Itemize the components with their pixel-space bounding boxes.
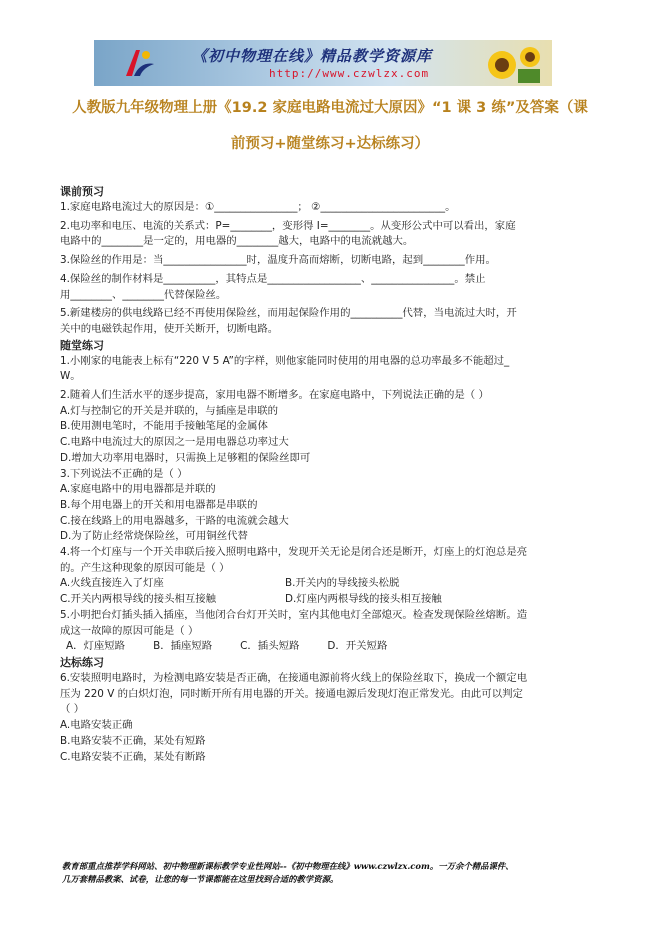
site-logo-icon	[122, 46, 156, 80]
class-line: D.增加大功率用电器时，只需换上足够粗的保险丝即可	[60, 451, 311, 464]
preview-line: 5.新建楼房的供电线路已经不再使用保险丝，而用起保险作用的__________代替，当电流过大时，开	[60, 307, 517, 320]
section-heading-class-practice: 随堂练习	[60, 338, 104, 352]
q4-options-row	[60, 592, 600, 608]
q5-option: C．插头短路	[240, 640, 300, 653]
banner-url[interactable]: http://www.czwlzx.com	[269, 67, 430, 80]
standard-line: C.电路安装不正确，某处有断路	[60, 750, 206, 763]
standard-line: 压为 220 V 的白炽灯泡，同时断开所有用电器的开关。接通电源后发现灯泡正常发光。由此可以判定	[60, 687, 523, 700]
q4-option: C.开关内两根导线的接头相互接触	[60, 593, 217, 606]
class-line: 1.小刚家的电能表上标有“220 V 5 A”的字样，则他家能同时使用的用电器的总功率最多不能超过_	[60, 354, 510, 367]
preview-line: 用________、________代替保险丝。	[60, 288, 227, 301]
q5-option: B．插座短路	[153, 640, 213, 653]
q4-option: A.火线直接连入了灯座	[60, 577, 164, 590]
class-line: C.接在线路上的用电器越多，干路的电流就会越大	[60, 514, 289, 527]
standard-line: A.电路安装正确	[60, 719, 133, 732]
q5-options	[60, 639, 600, 655]
standard-line: 6.安装照明电路时，为检测电路安装是否正确，在接通电源前将火线上的保险丝取下，换成一个额定电	[60, 671, 528, 684]
page-footer	[62, 860, 602, 885]
class-line: A.灯与控制它的开关是并联的，与插座是串联的	[60, 404, 279, 417]
section-heading-standard-practice: 达标练习	[60, 655, 104, 669]
class-line: B.使用测电笔时，不能用手接触笔尾的金属体	[60, 420, 268, 433]
q4-option: D.灯座内两根导线的接头相互接触	[285, 593, 442, 606]
worksheet-body	[60, 184, 600, 765]
class-line: 4.将一个灯座与一个开关串联后接入照明电路中，发现开关无论是闭合还是断开，灯座上的灯泡总是亮	[60, 546, 528, 559]
class-line: 3.下列说法不正确的是（ ）	[60, 467, 188, 480]
footer-line-2: 几万套精品教案、试卷，让您的每一节课都能在这里找到合适的教学资源。	[62, 873, 339, 884]
preview-line: 电路中的________是一定的，用电器的________越大，电路中的电流就越大。	[60, 235, 414, 248]
class-line: D.为了防止经常烧保险丝，可用铜丝代替	[60, 530, 248, 543]
q5-option: D．开关短路	[327, 640, 388, 653]
standard-line: （ ）	[60, 703, 85, 716]
section-heading-preview: 课前预习	[60, 185, 104, 198]
class-line: 5.小明把台灯插头插入插座，当他闭合台灯开关时，室内其他电灯全部熄灭。检查发现保险丝熔断。造	[60, 608, 528, 621]
class-line: W。	[60, 370, 81, 383]
class-line: 2.随着人们生活水平的逐步提高，家用电器不断增多。在家庭电路中，下列说法正确的是（ ）	[60, 389, 489, 402]
q5-option: A．灯座短路	[66, 640, 126, 653]
class-line: 成这一故障的原因可能是（ ）	[60, 624, 199, 637]
sunflower-icon	[482, 43, 544, 85]
preview-line: 4.保险丝的制作材料是__________，其特点是__________________、________________。禁止	[60, 272, 486, 285]
footer-line-1: 教育部重点推荐学科网站、初中物理新课标教学专业性网站--《初中物理在线》www.czwlzx.com。一万余个精品课件、	[62, 861, 514, 871]
q4-option: B.开关内的导线接头松脱	[285, 577, 400, 590]
class-line: C.电路中电流过大的原因之一是用电器总功率过大	[60, 436, 289, 449]
preview-line: 3.保险丝的作用是：当________________时，温度升高而熔断，切断电路，起到________作用。	[60, 254, 496, 267]
standard-line: B.电路安装不正确，某处有短路	[60, 734, 206, 747]
class-line: B.每个用电器上的开关和用电器都是串联的	[60, 498, 258, 511]
class-line: A.家庭电路中的用电器都是并联的	[60, 483, 216, 496]
banner-title: 《初中物理在线》精品教学资源库	[192, 47, 433, 65]
class-line: 的。产生这种现象的原因可能是（ ）	[60, 561, 230, 574]
preview-line: 2.电功率和电压、电流的关系式：P=________，变形得 I=________。从变形公式中可以看出，家庭	[60, 219, 516, 232]
preview-line: 1.家庭电路电流过大的原因是：①________________； ②________________________。	[60, 201, 456, 213]
preview-line: 关中的电磁铁起作用，使开关断开，切断电路。	[60, 322, 279, 335]
site-banner	[94, 40, 552, 86]
document-title-line-2: 前预习+随堂练习+达标练习）	[230, 136, 430, 152]
q4-options-row	[60, 576, 600, 592]
document-title-line-1: 人教版九年级物理上册《19.2 家庭电路电流过大原因》“1 课 3 练”及答案（课	[72, 100, 588, 116]
